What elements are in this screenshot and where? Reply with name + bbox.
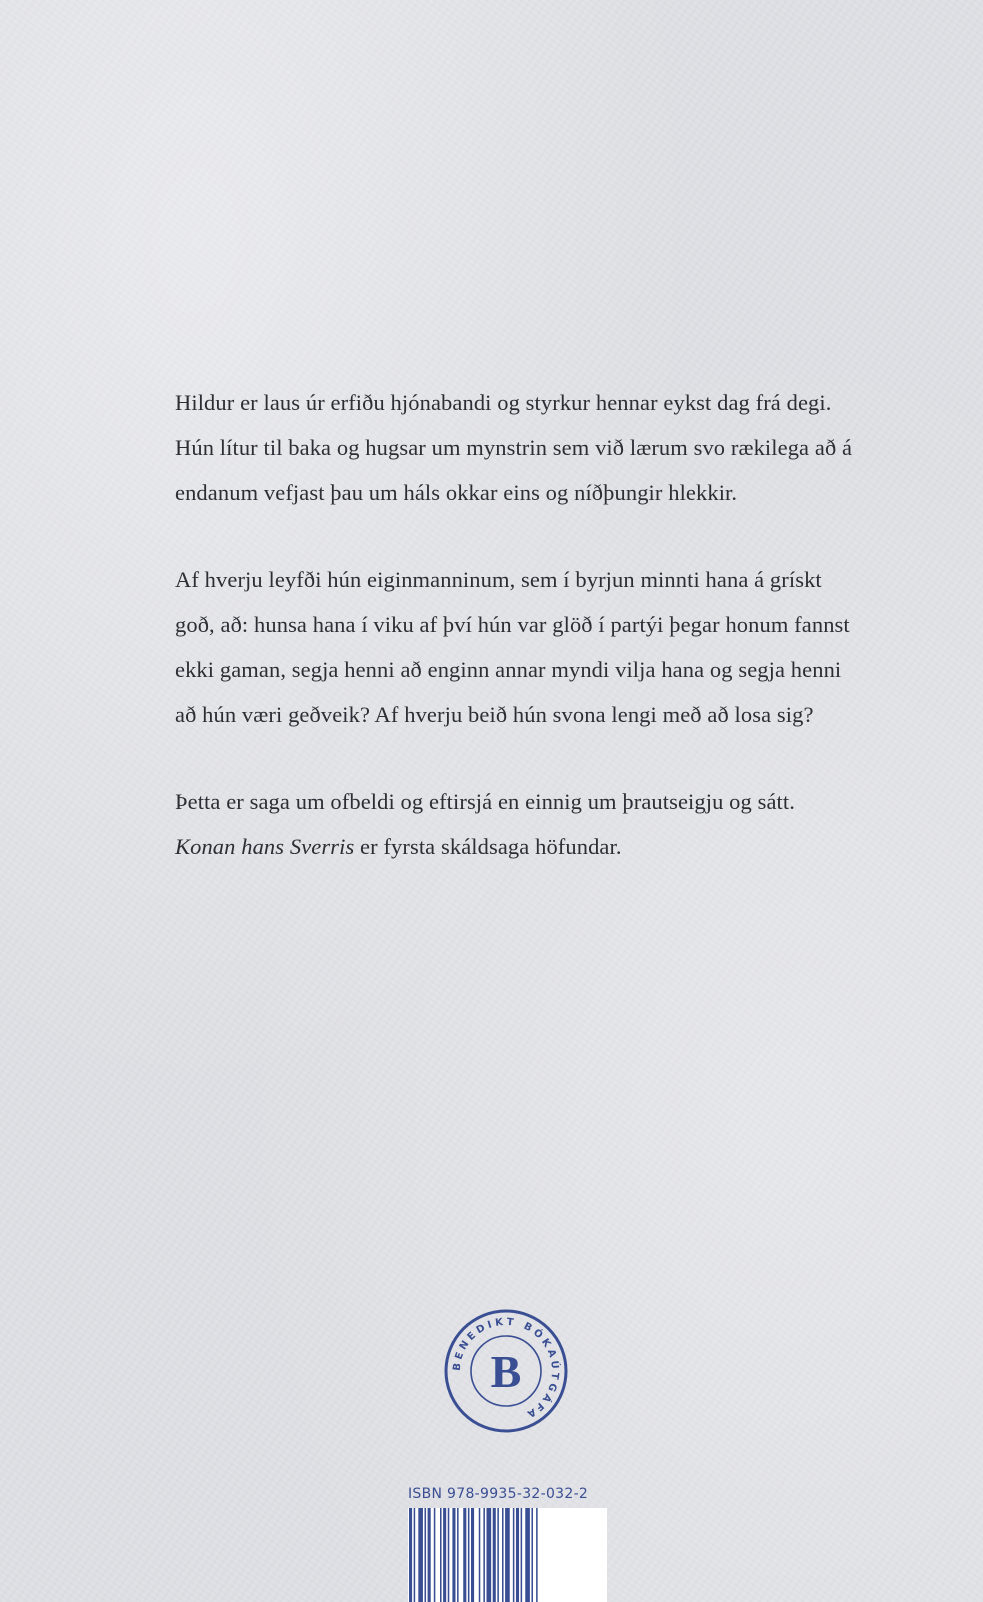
barcode-bar [468, 1508, 470, 1602]
barcode-bar [418, 1508, 423, 1602]
barcode-bar [497, 1508, 499, 1602]
blurb-paragraph-1: Hildur er laus úr erfiðu hjónabandi og styrkur hennar eykst dag frá degi. Hún lítur til baka og hugsar um mynstrin sem við lærum svo rækilega að á endanum vefjast þau um háls okkar eins og níðþungir hlekkir. [175, 390, 853, 505]
barcode [408, 1508, 607, 1602]
blurb-paragraph-2: Af hverju leyfði hún eiginmanninum, sem í byrjun minnti hana á grískt goð, að: hunsa hana í viku af því hún var glöð í partýi þegar honum fannst ekki gaman, segja henni að enginn annar myndi vilja hana og segja henni að hún væri geðveik? Af hverju beið hún svona lengi með að losa sig? [175, 567, 850, 727]
logo-letter: B [490, 1346, 522, 1397]
barcode-bar [452, 1508, 455, 1602]
barcode-bar [502, 1508, 504, 1602]
barcode-bar [440, 1508, 442, 1602]
back-cover-blurb [175, 380, 855, 869]
barcode-bar [425, 1508, 427, 1602]
barcode-bar [505, 1508, 510, 1602]
barcode-bar [428, 1508, 431, 1602]
barcode-bar [531, 1508, 533, 1602]
barcode-bar [513, 1508, 515, 1602]
barcode-bar [443, 1508, 446, 1602]
publisher-logo [442, 1307, 570, 1435]
barcode-bar [457, 1508, 459, 1602]
barcode-bar [479, 1508, 481, 1602]
barcode-bar [487, 1508, 492, 1602]
barcode-bar [483, 1508, 485, 1602]
barcode-bar [463, 1508, 466, 1602]
barcode-bar [516, 1508, 519, 1602]
isbn-label: ISBN 978-9935-32-032-2 [408, 1486, 589, 1502]
logo-ring-text: BENEDIKT BÓKAÚTGÁFA [451, 1316, 561, 1421]
barcode-bar [409, 1508, 412, 1602]
barcode-bar [493, 1508, 496, 1602]
barcode-bar [434, 1508, 436, 1602]
barcode-bar [448, 1508, 450, 1602]
blurb-paragraph-3-outro: er fyrsta skáldsaga höfundar. [354, 834, 622, 859]
blurb-paragraph-3-intro: Þetta er saga um ofbeldi og eftirsjá en einnig um þrautseigju og sátt. [175, 789, 795, 814]
barcode-bar [521, 1508, 523, 1602]
blurb-paragraph-3 [175, 779, 855, 869]
book-title: Konan hans Sverris [175, 834, 355, 859]
barcode-bar [471, 1508, 474, 1602]
barcode-bar [414, 1508, 416, 1602]
barcode-bar [536, 1508, 538, 1602]
barcode-bar [525, 1508, 530, 1602]
